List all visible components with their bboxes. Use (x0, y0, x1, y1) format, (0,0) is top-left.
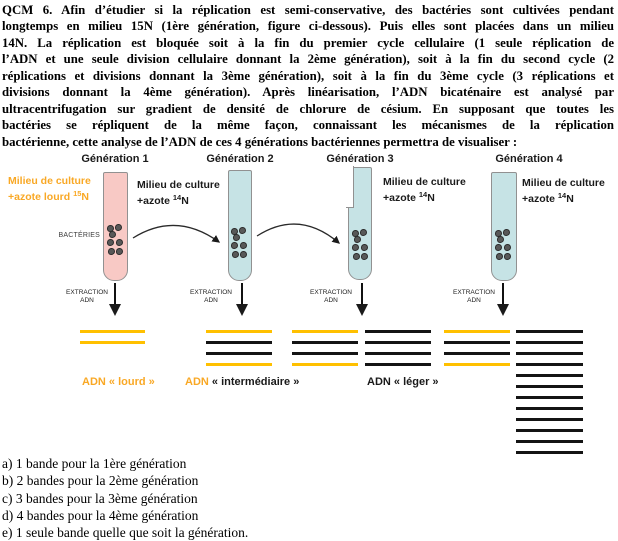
dna-light-label (367, 376, 439, 388)
dna-heavy-label (82, 376, 155, 388)
dna-strand-light (516, 429, 583, 432)
medium-label-14n (137, 179, 220, 207)
dna-strand-heavy (80, 330, 145, 333)
dna-label-text: « intermédiaire » (208, 376, 300, 388)
generation-3-label: Génération 3 (326, 153, 394, 165)
extraction-line1: EXTRACTION (66, 289, 108, 296)
dna-bands-generation3-hybrid (292, 330, 358, 374)
extraction-adn-label (301, 289, 361, 305)
test-tube-generation4 (491, 172, 517, 281)
medium-label-line1: Milieu de culture (137, 179, 220, 191)
question-line: QCM 6. Afin d’étudier si la réplication est semi-conservative, des bactéries sont cultivées pendant (2, 3, 614, 17)
generation-4-label: Génération 4 (495, 153, 563, 165)
medium-label-15n (8, 175, 91, 203)
question-line: longtemps en milieu 15N (1ère génération, figure ci-dessous). Puis elles sont placées dans un milieu (2, 19, 614, 34)
medium-label-line2: +azote lourd (8, 190, 74, 203)
dna-label-adn: ADN (82, 376, 106, 388)
dna-bands-generation1 (80, 330, 145, 352)
question-line: 14N. La réplication est bloquée soit à la fin du premier cycle cellulaire (1 seule réplication de (2, 35, 614, 50)
dna-label-adn: ADN (367, 376, 391, 388)
bacteria-cluster (495, 229, 513, 262)
dna-bands-generation3-light (365, 330, 431, 374)
bacteria-cluster (107, 224, 125, 257)
extraction-line2: ADN (467, 297, 481, 304)
dna-strand-light (365, 341, 431, 344)
medium-label-line1: Milieu de culture (383, 176, 466, 188)
option-d: d) 4 bandes pour la 4ème génération (2, 507, 199, 523)
isotope-symbol: N (566, 192, 574, 205)
dna-strand-light (516, 396, 583, 399)
question-line: bactéries se répliquent de la même façon, connaissant les mécanismes de la réplication (2, 118, 614, 133)
dna-strand-heavy (80, 341, 145, 344)
test-tube-generation2 (228, 170, 252, 281)
extraction-line1: EXTRACTION (190, 289, 232, 296)
dna-strand-light (516, 407, 583, 410)
extraction-line1: EXTRACTION (310, 289, 352, 296)
question-line: divisions donnant la 4ème génération). Après linéarisation, l’ADN bicaténaire est analysé par (2, 85, 614, 100)
isotope-symbol: N (81, 190, 89, 203)
extraction-adn-label (444, 289, 504, 305)
dna-intermediate-label (185, 376, 299, 388)
dna-bands-generation4-light (516, 330, 583, 462)
question-line: réplications et divisions donnant la 3ème génération), soit à la fin du 3ème cycle (3 réplications et (2, 68, 614, 83)
isotope-superscript: 15 (73, 188, 82, 198)
dna-label-adn: ADN (185, 376, 209, 388)
dna-bands-generation4-hybrid (444, 330, 510, 374)
extraction-line1: EXTRACTION (453, 289, 495, 296)
question-line: l’ADN et une seule division cellulaire donnant la 2ème génération), soit à la fin du second cycle (2 (2, 52, 614, 67)
transfer-arrow-gen2-to-gen3 (257, 224, 339, 243)
bacteria-cluster (231, 227, 249, 260)
medium-label-line1: Milieu de culture (8, 175, 91, 187)
extraction-adn-label (181, 289, 241, 305)
test-tube-notch (346, 166, 354, 208)
option-e: e) 1 seule bande quelle que soit la génération. (2, 525, 249, 541)
medium-label-14n (522, 177, 605, 205)
dna-strand-heavy (206, 330, 272, 333)
dna-bands-generation2 (206, 330, 272, 374)
dna-strand-light (516, 440, 583, 443)
dna-strand-light (516, 418, 583, 421)
dna-strand-heavy (292, 363, 358, 366)
medium-label-line2: +azote (383, 191, 419, 204)
isotope-symbol: N (427, 191, 435, 204)
isotope-superscript: 14 (418, 189, 428, 199)
dna-strand-light (365, 352, 431, 355)
dna-strand-light (365, 330, 431, 333)
question-line: bactérienne, cette analyse de l’ADN de ces 4 générations bactériennes permettra de visualiser : (2, 134, 518, 149)
dna-label-text: « lourd » (105, 376, 155, 388)
dna-strand-light (516, 341, 583, 344)
dna-strand-light (516, 363, 583, 366)
medium-label-line1: Milieu de culture (522, 177, 605, 189)
dna-strand-light (206, 341, 272, 344)
dna-strand-light (444, 352, 510, 355)
dna-strand-light (206, 352, 272, 355)
extraction-line2: ADN (324, 297, 338, 304)
dna-strand-light (516, 374, 583, 377)
dna-strand-light (516, 385, 583, 388)
dna-strand-light (516, 330, 583, 333)
transfer-arrow-gen1-to-gen2 (133, 225, 219, 242)
option-c: c) 3 bandes pour la 3ème génération (2, 490, 198, 506)
dna-strand-light (516, 451, 583, 454)
question-line: ultracentrifugation sur gradient de densité de chlorure de césium. En supposant que toutes les (2, 101, 614, 116)
isotope-superscript: 14 (557, 190, 567, 200)
generation-2-label: Génération 2 (206, 153, 274, 165)
dna-strand-light (444, 341, 510, 344)
dna-strand-light (365, 363, 431, 366)
extraction-line2: ADN (80, 297, 94, 304)
medium-label-line2: +azote (522, 192, 558, 205)
dna-strand-light (292, 352, 358, 355)
isotope-superscript: 14 (172, 192, 182, 202)
dna-strand-heavy (444, 363, 510, 366)
extraction-adn-label (57, 289, 117, 305)
medium-label-14n (383, 176, 466, 204)
dna-strand-heavy (444, 330, 510, 333)
dna-strand-heavy (206, 363, 272, 366)
extraction-line2: ADN (204, 297, 218, 304)
bacteria-cluster (352, 229, 370, 262)
option-a: a) 1 bande pour la 1ère génération (2, 456, 187, 471)
answer-options (2, 455, 248, 541)
dna-strand-light (516, 352, 583, 355)
generation-1-label: Génération 1 (81, 153, 149, 165)
dna-label-text: « léger » (390, 376, 439, 388)
dna-strand-light (292, 341, 358, 344)
dna-strand-heavy (292, 330, 358, 333)
option-b: b) 2 bandes pour la 2ème génération (2, 473, 199, 489)
bacteria-label: BACTÉRIES (58, 232, 100, 239)
medium-label-line2: +azote (137, 194, 173, 207)
isotope-symbol: N (181, 194, 189, 207)
